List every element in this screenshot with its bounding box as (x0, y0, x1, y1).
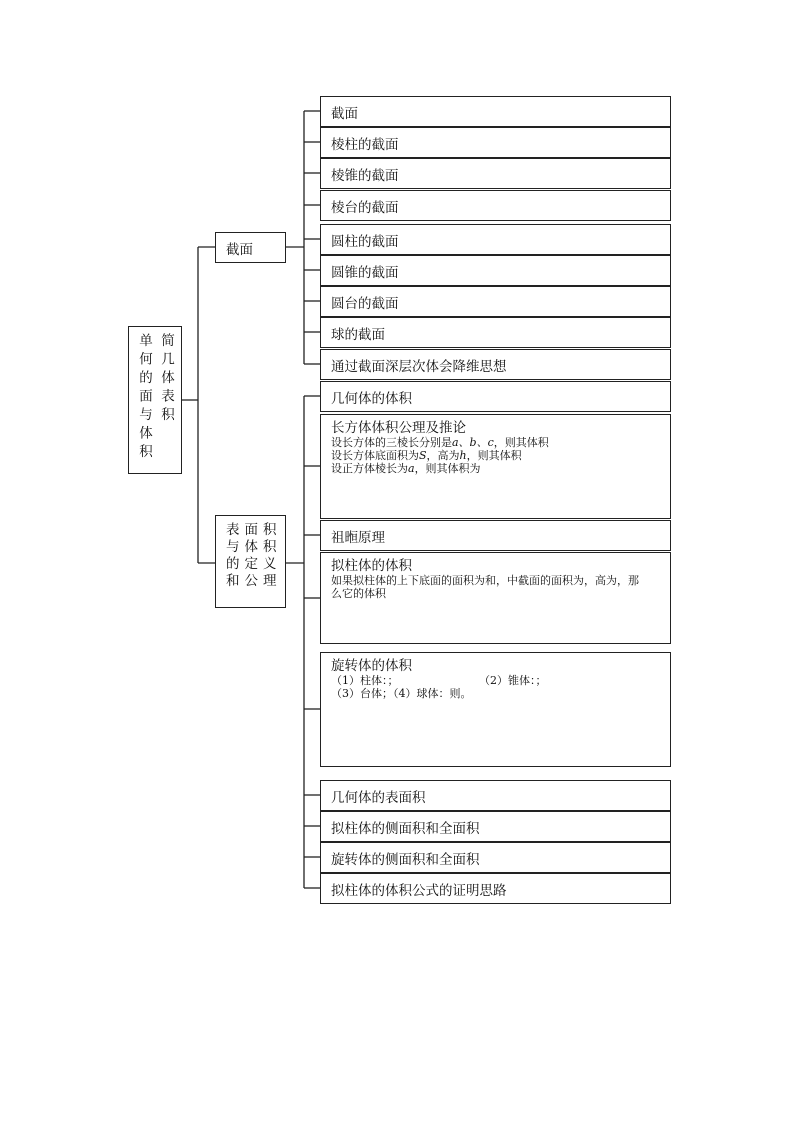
leaf-cylinder-section (320, 224, 671, 255)
leaf-label: 几何体的体积 (331, 390, 412, 407)
branch-volume-label: 表面积与体积的定义和公理 (226, 522, 282, 589)
leaf-prismatoid-volume (320, 552, 671, 644)
rotation-title: 旋转体的体积 (331, 658, 412, 674)
leaf-zugeng (320, 520, 671, 551)
leaf-frustum-section (320, 190, 671, 221)
leaf-label: 祖暅原理 (331, 529, 385, 546)
cuboid-title: 长方体体积公理及推论 (331, 420, 466, 436)
root-col1: 简几体表积 (158, 333, 174, 426)
leaf-rotation-area (320, 842, 671, 873)
leaf-label: 棱锥的截面 (331, 167, 399, 184)
leaf-dimension-reduction (320, 349, 671, 380)
leaf-label: 棱柱的截面 (331, 136, 399, 153)
branch-section-label: 截面 (226, 241, 253, 258)
cuboid-line1: 设长方体的三棱长分别是a、b、c，则其体积 (331, 436, 549, 449)
leaf-label: 圆锥的截面 (331, 264, 399, 281)
leaf-geom-volume (320, 381, 671, 412)
leaf-label: 通过截面深层次体会降维思想 (331, 358, 507, 375)
root-node (128, 326, 182, 474)
leaf-label: 几何体的表面积 (331, 789, 426, 806)
prismatoid-line2: 么它的体积 (331, 587, 386, 600)
prismatoid-title: 拟柱体的体积 (331, 558, 412, 574)
rotation-line2: （3）台体；（4）球体：则。 (331, 687, 472, 700)
leaf-surface-area (320, 780, 671, 811)
prismatoid-line1: 如果拟柱体的上下底面的面积为和，中截面的面积为，高为，那 (331, 574, 639, 587)
leaf-label: 棱台的截面 (331, 199, 399, 216)
branch-section-node (215, 232, 286, 263)
leaf-pyramid-section (320, 158, 671, 189)
leaf-prism-section (320, 127, 671, 158)
leaf-label: 旋转体的侧面积和全面积 (331, 851, 480, 868)
rotation-line1: （1）柱体：； （2）锥体：； (331, 674, 547, 687)
leaf-prismatoid-area (320, 811, 671, 842)
leaf-label: 拟柱体的侧面积和全面积 (331, 820, 480, 837)
leaf-proof (320, 873, 671, 904)
leaf-cuboid-volume (320, 414, 671, 519)
leaf-label: 拟柱体的体积公式的证明思路 (331, 882, 507, 899)
leaf-cone-section (320, 255, 671, 286)
leaf-conefrustum-section (320, 286, 671, 317)
leaf-label: 圆柱的截面 (331, 233, 399, 250)
root-col2: 单何的面与体积 (136, 333, 152, 463)
leaf-section (320, 96, 671, 127)
leaf-label: 球的截面 (331, 326, 385, 343)
leaf-label: 圆台的截面 (331, 295, 399, 312)
leaf-sphere-section (320, 317, 671, 348)
branch-volume-node (215, 515, 286, 608)
cuboid-line3: 设正方体棱长为a，则其体积为 (331, 462, 481, 475)
cuboid-line2: 设长方体底面积为S，高为h，则其体积 (331, 449, 522, 462)
leaf-rotation-volume (320, 652, 671, 767)
leaf-label: 截面 (331, 105, 358, 122)
